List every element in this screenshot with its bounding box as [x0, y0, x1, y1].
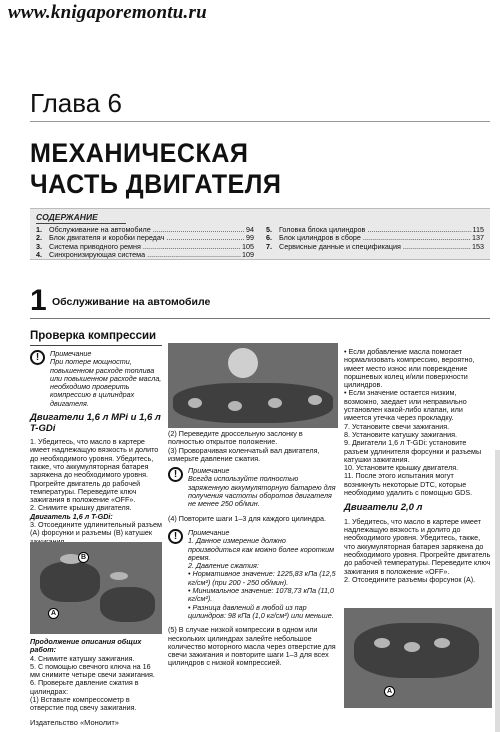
toc-column-right — [266, 226, 484, 251]
chapter-label: Глава 6 — [30, 88, 122, 118]
column-3 — [344, 348, 492, 584]
section-number: 1 — [30, 284, 47, 317]
toc-entry[interactable]: 1. Обслуживание на автомобиле ..... 94 — [36, 226, 254, 234]
note-label: Примечание — [188, 466, 230, 476]
warning-icon: ! — [30, 350, 45, 365]
step-11: 11. После этого испытания могут возникнуть некоторые DTC, которые необходимо удалить с помощью GDS. — [344, 471, 473, 498]
subsection-title: Проверка компрессии — [30, 330, 157, 342]
step-7: 7. Установите свечи зажигания. — [344, 421, 450, 431]
step-1: 1. Убедитесь, что масло в картере имеет надлежащую вязкость и долито до необходимого уровня. Убедитесь, также, что аккумуляторная батарея заряжена до необходимого уровня. Прогрейте двигатель до рабочей температуры. Переведите ключ зажигания в положение «OFF». — [344, 516, 491, 576]
subsection-underline — [30, 345, 162, 346]
chapter-title-line-2: ЧАСТЬ ДВИГАТЕЛЯ — [30, 169, 282, 199]
step-9: 9. Двигатели 1,6 л T-GDi: установите разъем удлинителя форсунки и разъемы катушки зажигания. — [344, 438, 482, 464]
step-10: 10. Установите крышку двигателя. — [344, 463, 459, 473]
step-subheading: Двигатель 1,6 л T-GDi: — [30, 511, 113, 521]
step-4: 4. Снимите катушку зажигания. — [30, 653, 135, 663]
toc-entry[interactable]: 3. Система приводного ремня ..... 105 — [36, 243, 254, 251]
step-6-2: (2) Переведите дроссельную заслонку в полностью открытое положение. — [168, 429, 303, 447]
step-6: 6. Проверьте давление сжатия в цилиндрах: — [30, 678, 139, 696]
step-6-3: (3) Проворачивая коленчатый вал двигателя, измерьте давление сжатия. — [168, 445, 320, 463]
note-text: • Минимальное значение: 1078,73 кПа (11,0 кг/см²). — [188, 586, 334, 604]
step-6-4: (4) Повторите шаги 1–3 для каждого цилиндра. — [168, 513, 326, 523]
column-2 — [168, 430, 338, 668]
section-divider — [30, 318, 490, 319]
compression-gauge-photo — [168, 343, 338, 428]
chapter-title-line-1: МЕХАНИЧЕСКАЯ — [30, 138, 249, 168]
note-text: • Нормативное значение: 1225,83 кПа (12,5 кг/см²) (при 200 - 250 об/мин). — [188, 569, 336, 587]
note-text: 1. Данное измерение должно производиться как можно более коротким время. — [188, 536, 335, 562]
step-6-1: (1) Вставьте компрессометр в отверстие под свечу зажигания. — [30, 695, 137, 713]
continuation-heading: Продолжение описания общих работ: — [30, 637, 142, 655]
bullet-1: • Если добавление масла помогает нормализовать компрессию, вероятно, имеет место износ или повреждение поршневых колец и/или поверхности цилиндров. — [344, 347, 475, 390]
step-2: 2. Отсоедините разъемы форсунок (A). — [344, 574, 476, 584]
engine-heading: Двигатели 1,6 л MPi и 1,6 л T-GDi — [30, 412, 161, 434]
toc-entry[interactable]: 5. Головка блока цилиндров ..... 115 — [266, 226, 484, 234]
warning-icon: ! — [168, 467, 183, 482]
note-block — [30, 350, 162, 408]
column-1 — [30, 349, 162, 713]
photo-tag-b: B — [78, 552, 89, 563]
toc-column-left — [36, 226, 254, 260]
note-label: Примечание — [50, 349, 92, 358]
section-title: Обслуживание на автомобиле — [52, 296, 211, 308]
chapter-title — [30, 138, 281, 200]
note-block — [168, 529, 338, 620]
note-block — [168, 467, 338, 508]
toc-entry[interactable]: 6. Блок цилиндров в сборе ..... 137 — [266, 234, 484, 242]
step-5: 5. С помощью свечного ключа на 16 мм снимите четыре свечи зажигания. — [30, 661, 155, 680]
toc-entry[interactable]: 2. Блок двигателя и коробки передач ..... 99 — [36, 234, 254, 242]
note-text: • Разница давлений в любой из пар цилиндров: 98 кПа (1,0 кг/см²) или меньше. — [188, 602, 334, 620]
note-text: Всегда используйте полностью заряженную аккумуляторную батарею для получения частоты оборотов двигателя не менее 250 об/мин. — [188, 474, 336, 509]
toc-heading-underline — [36, 223, 126, 224]
chapter-divider — [30, 121, 490, 122]
site-watermark: www.knigaporemontu.ru — [8, 2, 207, 23]
publisher-footer: Издательство «Монолит» — [30, 718, 119, 727]
step-6-5: (5) В случае низкой компрессии в одном или нескольких цилиндрах залейте небольшое количество моторного масла через отверстие для свечи зажигания и повторите шаги 1–3 для всех цилиндров с низкой компрессией. — [168, 625, 336, 668]
page-edge — [495, 450, 500, 732]
engine-heading: Двигатели 2,0 л — [344, 502, 423, 514]
step-8: 8. Установите катушку зажигания. — [344, 429, 458, 439]
step-3: 3. Отсоедините удлинительный разъем (A) форсунки и разъемы (B) катушек — [30, 520, 162, 538]
note-text: 2. Давление сжатия: — [188, 561, 259, 571]
engine-photo-2 — [344, 608, 492, 708]
toc-heading: СОДЕРЖАНИЕ — [36, 212, 98, 222]
table-of-contents — [30, 208, 490, 260]
bullet-2: • Если значение остается низким, возможно, заедает или неправильно установлен какой-либо клапан, или имеется утечка через прокладку. — [344, 388, 467, 423]
toc-entry[interactable]: 7. Сервисные данные и спецификация ..... 153 — [266, 243, 484, 251]
step-1: 1. Убедитесь, что масло в картере имеет надлежащую вязкость и долито до необходимого уровня. Убедитесь, также, что аккумуляторная батарея заряжена до необходимого уровня. Прогрейте двигатель до рабочей температуры. Переведите ключ зажигания в положение «OFF». — [30, 437, 159, 505]
step-2: 2. Снимите крышку двигателя. — [30, 503, 132, 513]
note-text: При потере мощности, повышенном расходе топлива или повышенном расходе масла, необходимо проверить компрессию в цилиндрах двигателя. — [50, 357, 162, 408]
engine-photo-1 — [30, 542, 162, 634]
photo-tag-a: A — [48, 608, 59, 619]
photo-tag-a: A — [384, 686, 395, 697]
warning-icon: ! — [168, 529, 183, 544]
toc-entry[interactable]: 4. Синхронизирующая система ..... 109 — [36, 251, 254, 259]
note-label: Примечание — [188, 527, 230, 537]
